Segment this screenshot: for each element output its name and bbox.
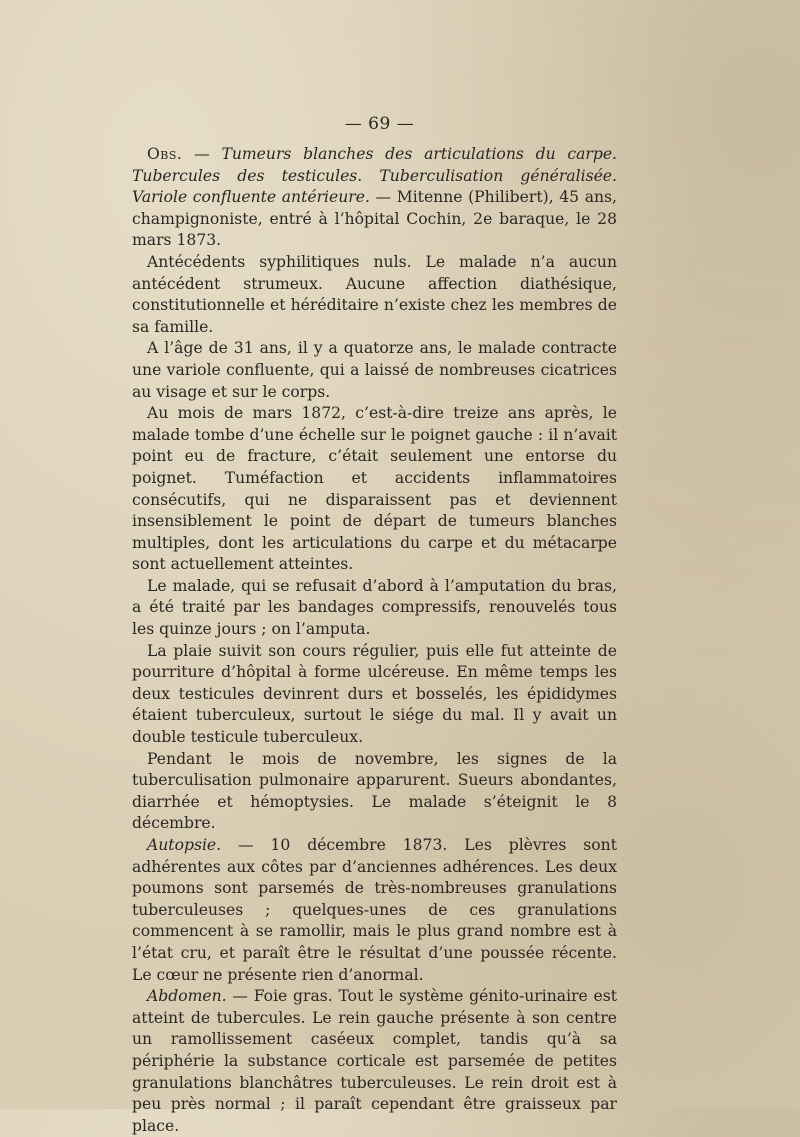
obs-label: Obs. [147,145,183,163]
autopsy-text: — 10 décembre 1873. Les plèvres sont adhérentes aux côtes par d’anciennes adhérences. Les deux poumons sont parsemés de très-nombreuses granulations tuberculeuses ; quelques-unes de ces granulations commencent à se ramollir, mais le plus grand nombre est à l’état cru, et paraît être le résultat d’une poussée récente. Le cœur ne présente rien d’anormal. [132,836,617,984]
accident-paragraph: Au mois de mars 1872, c’est-à-dire treize ans après, le malade tombe d’une échelle sur le poignet gauche : il n’avait point eu de fracture, c’était seulement une entorse du poignet. Tuméfaction et accidents inflammatoires consécutifs, qui ne disparaissent pas et deviennent insensiblement le point de départ de tumeurs blanches multiples, dont les articulations du carpe et du métacarpe sont actuellement atteintes. [132,404,617,574]
abdomen-paragraph [132,986,617,1137]
tuberculisation-paragraph: Pendant le mois de novembre, les signes de la tuberculisation pulmonaire apparurent. Sueurs abondantes, diarrhée et hémoptysies. Le malade s’éteignit le 8 décembre. [132,749,617,833]
document-page [132,112,617,1137]
obs-dash: — [182,145,222,163]
antecedents-paragraph: Antécédents syphilitiques nuls. Le malade n’a aucun antécédent strumeux. Aucune affection diathésique, constitutionnelle et héréditaire n’existe chez les membres de sa famille. [132,252,617,336]
autopsy-paragraph [132,835,617,986]
abdomen-text: — Foie gras. Tout le système génito-urinaire est atteint de tubercules. Le rein gauche présente à son centre un ramollissement caséeux complet, tandis qu’à sa périphérie la substance corticale est parsemée de petites granulations blanchâtres tuberculeuses. Le rein droit est à peu près normal ; il paraît cependant être graisseux par place. [132,987,617,1135]
observation-paragraph [132,144,617,252]
obs-title: Tumeurs blanches des articulations du carpe. Tubercules des testicules. Tuberculisation généralisée. Variole confluente antérieure. [132,145,618,207]
wound-paragraph: La plaie suivit son cours régulier, puis elle fut atteinte de pourriture d’hôpital à forme ulcéreuse. En même temps les deux testicules devinrent durs et bosselés, les épididymes étaient tuberculeux, surtout le siége du mal. Il y avait un double testicule tuberculeux. [132,641,617,747]
autopsy-label: Autopsie. [147,836,222,854]
page-number: — 69 — [344,114,415,134]
obs-details: — Mitenne (Philibert), 45 ans, champignoniste, entré à l’hôpital Cochin, 2e baraque, le 28 mars 1873. [132,188,617,250]
variole-paragraph: A l’âge de 31 ans, il y a quatorze ans, le malade contracte une variole confluente, qui a laissé de nombreuses cicatrices au visage et sur le corps. [132,339,617,401]
abdomen-label: Abdomen. [147,987,227,1006]
treatment-paragraph: Le malade, qui se refusait d’abord à l’amputation du bras, a été traité par les bandages compressifs, renouvelés tous les quinze jours ; on l’amputa. [132,576,617,639]
